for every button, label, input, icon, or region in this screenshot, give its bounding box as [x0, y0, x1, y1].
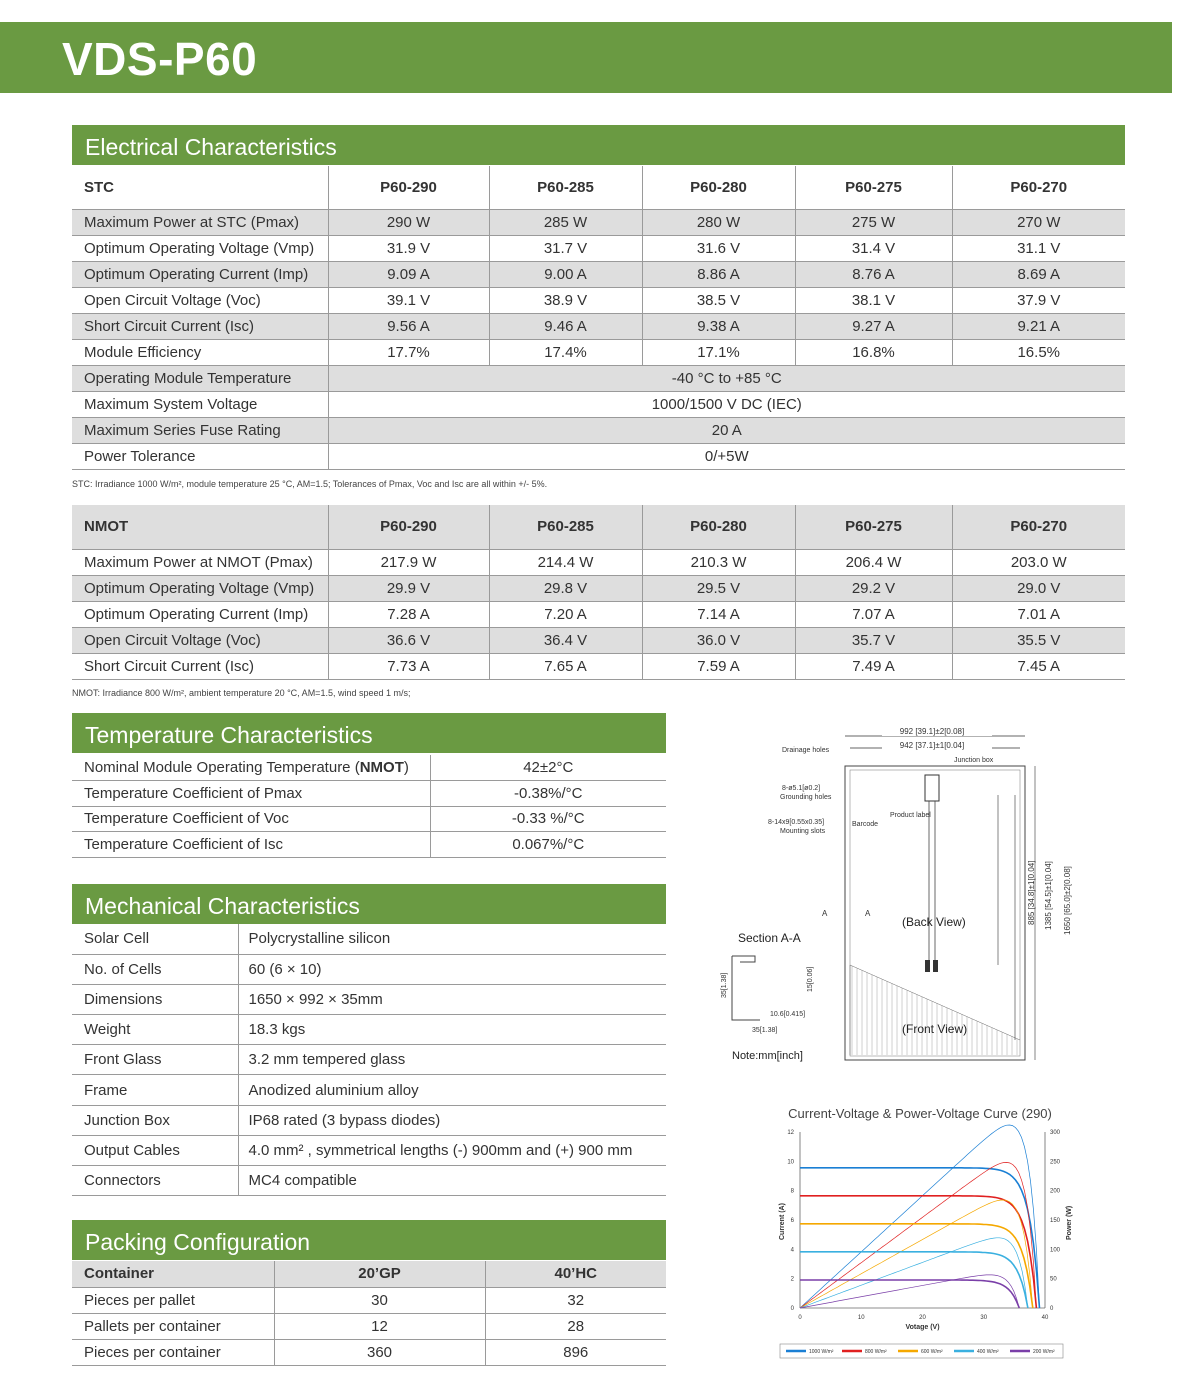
- mechanical-row: [72, 1045, 666, 1075]
- mechanical-row: [72, 1135, 666, 1165]
- y2-tick-label: 50: [1050, 1276, 1057, 1283]
- nmot-label: NMOT: [72, 505, 328, 549]
- model-header: P60-280: [642, 166, 795, 209]
- chart-title: Current-Voltage & Power-Voltage Curve (290): [788, 1106, 1052, 1121]
- mechanical-row: [72, 1075, 666, 1105]
- packing-table: [72, 1261, 666, 1366]
- temperature-row: [72, 755, 666, 781]
- param-label-text: Temperature Coefficient of Isc: [84, 835, 283, 853]
- value-cell: 9.21 A: [952, 313, 1125, 339]
- param-label: Optimum Operating Current (Imp): [72, 261, 328, 287]
- value-cell: MC4 compatible: [238, 1166, 666, 1196]
- value-cell: 29.5 V: [642, 575, 795, 601]
- value-cell: 206.4 W: [795, 549, 952, 575]
- param-label: No. of Cells: [72, 954, 238, 984]
- value-cell: 7.28 A: [328, 601, 489, 627]
- label-mounting-size: 8-14x9[0.55x0.35]: [768, 819, 825, 826]
- temperature-row: [72, 806, 666, 832]
- value-cell: 0.067%/°C: [430, 832, 666, 858]
- units-note: Note:mm[inch]: [732, 1050, 803, 1062]
- param-label: Dimensions: [72, 984, 238, 1014]
- stc-label: STC: [72, 166, 328, 209]
- value-cell: 37.9 V: [952, 287, 1125, 313]
- y-tick-label: 10: [787, 1159, 794, 1166]
- value-cell: 270 W: [952, 209, 1125, 235]
- iv-chart: [760, 1100, 1080, 1370]
- value-cell: 35.7 V: [795, 627, 952, 653]
- x-tick-label: 20: [919, 1315, 926, 1321]
- value-cell: 16.5%: [952, 339, 1125, 365]
- temperature-heading-text: Temperature Characteristics: [85, 722, 373, 748]
- value-cell: 3.2 mm tempered glass: [238, 1045, 666, 1075]
- param-label-tail: ): [403, 759, 409, 776]
- stc-row: [72, 235, 1125, 261]
- value-cell: 203.0 W: [952, 549, 1125, 575]
- value-cell: 7.59 A: [642, 653, 795, 679]
- value-cell: 17.4%: [489, 339, 642, 365]
- stc-row: [72, 287, 1125, 313]
- model-header: P60-270: [952, 166, 1125, 209]
- param-label-text: Temperature Coefficient of Pmax: [84, 784, 303, 802]
- value-cell: 12: [274, 1313, 485, 1339]
- value-cell: 896: [485, 1339, 666, 1365]
- temperature-row: [72, 832, 666, 858]
- value-cell: 36.0 V: [642, 627, 795, 653]
- value-cell: 8.86 A: [642, 261, 795, 287]
- model-header: P60-285: [489, 505, 642, 549]
- y-axis-label: Current (A): [779, 1203, 786, 1240]
- value-cell: 38.9 V: [489, 287, 642, 313]
- section-dim-35h: 35[1.38]: [752, 1027, 778, 1034]
- param-label: Power Tolerance: [72, 443, 328, 469]
- y2-tick-label: 100: [1050, 1247, 1061, 1254]
- title-banner: [0, 22, 1172, 93]
- param-label-bold: NMOT: [359, 759, 404, 776]
- param-label: Module Efficiency: [72, 339, 328, 365]
- param-label: Maximum Power at NMOT (Pmax): [72, 549, 328, 575]
- value-cell: 60 (6 × 10): [238, 954, 666, 984]
- page-title: VDS-P60: [62, 33, 258, 85]
- param-label: Frame: [72, 1075, 238, 1105]
- value-cell: 18.3 kgs: [238, 1015, 666, 1045]
- value-cell: 28: [485, 1313, 666, 1339]
- a-mark-right: A: [865, 909, 871, 918]
- param-label: Open Circuit Voltage (Voc): [72, 287, 328, 313]
- stc-row: [72, 313, 1125, 339]
- nmot-table: [72, 505, 1125, 680]
- value-cell: 17.7%: [328, 339, 489, 365]
- param-label: [72, 781, 430, 807]
- label-mounting: Mounting slots: [780, 828, 826, 835]
- legend-label: 1000 W/m²: [809, 1349, 834, 1355]
- dim-885: 885 [34.8]±1[0.04]: [1027, 860, 1036, 925]
- value-cell: 36.4 V: [489, 627, 642, 653]
- model-header: P60-280: [642, 505, 795, 549]
- param-label: Maximum System Voltage: [72, 391, 328, 417]
- y-tick-label: 4: [790, 1247, 794, 1254]
- stc-row: [72, 261, 1125, 287]
- y-tick-label: 8: [790, 1188, 794, 1195]
- iv-curve: [800, 1168, 1040, 1308]
- front-view-hatch: [850, 965, 1020, 1055]
- param-label: Short Circuit Current (Isc): [72, 313, 328, 339]
- value-cell: 31.4 V: [795, 235, 952, 261]
- legend-label: 600 W/m²: [921, 1349, 943, 1355]
- value-cell: 7.73 A: [328, 653, 489, 679]
- nmot-row: [72, 627, 1125, 653]
- value-cell: Anodized aluminium alloy: [238, 1075, 666, 1105]
- dim-1385: 1385 [54.5]±1[0.04]: [1044, 861, 1053, 930]
- section-dim-106: 10.6[0.415]: [770, 1011, 806, 1018]
- value-cell: 285 W: [489, 209, 642, 235]
- legend-label: 200 W/m²: [1033, 1349, 1055, 1355]
- pv-curve: [800, 1238, 1028, 1308]
- stc-note: STC: Irradiance 1000 W/m², module temperature 25 °C, AM=1.5; Tolerances of Pmax, Voc and Isc are all within +/- 5%.: [72, 479, 548, 489]
- nmot-note: NMOT: Irradiance 800 W/m², ambient temperature 20 °C, AM=1.5, wind speed 1 m/s;: [72, 688, 411, 698]
- param-label: Maximum Series Fuse Rating: [72, 417, 328, 443]
- label-grounding: Grounding holes: [780, 794, 832, 801]
- mechanical-row: [72, 1166, 666, 1196]
- value-cell: 31.6 V: [642, 235, 795, 261]
- value-cell: -40 °C to +85 °C: [328, 365, 1125, 391]
- nmot-row: [72, 653, 1125, 679]
- value-cell: 17.1%: [642, 339, 795, 365]
- legend-label: 400 W/m²: [977, 1349, 999, 1355]
- value-cell: 1650 × 992 × 35mm: [238, 984, 666, 1014]
- mechanical-row: [72, 924, 666, 954]
- y2-tick-label: 200: [1050, 1188, 1061, 1195]
- model-header: P60-290: [328, 166, 489, 209]
- value-cell: 7.07 A: [795, 601, 952, 627]
- label-product: Product label: [890, 812, 931, 819]
- param-label: Optimum Operating Voltage (Vmp): [72, 575, 328, 601]
- value-cell: 29.9 V: [328, 575, 489, 601]
- value-cell: 29.0 V: [952, 575, 1125, 601]
- temperature-table: [72, 755, 666, 858]
- mechanical-row: [72, 984, 666, 1014]
- module-drawing: [700, 720, 1170, 1080]
- stc-row: [72, 209, 1125, 235]
- value-cell: 214.4 W: [489, 549, 642, 575]
- param-label: [72, 755, 430, 781]
- param-label: Pieces per container: [72, 1339, 274, 1365]
- nmot-row: [72, 601, 1125, 627]
- param-label: Weight: [72, 1015, 238, 1045]
- stc-table: [72, 166, 1125, 470]
- x-axis-label: Votage (V): [905, 1324, 940, 1331]
- nmot-header-row: [72, 505, 1125, 549]
- model-header: P60-270: [952, 505, 1125, 549]
- mechanical-heading-text: Mechanical Characteristics: [85, 893, 360, 919]
- dim-1650: 1650 [65.0]±2[0.08]: [1063, 866, 1072, 935]
- value-cell: 35.5 V: [952, 627, 1125, 653]
- value-cell: 39.1 V: [328, 287, 489, 313]
- stc-span-row: [72, 391, 1125, 417]
- nmot-row: [72, 575, 1125, 601]
- value-cell: IP68 rated (3 bypass diodes): [238, 1105, 666, 1135]
- param-label: Optimum Operating Voltage (Vmp): [72, 235, 328, 261]
- value-cell: 42±2°C: [430, 755, 666, 781]
- value-cell: 9.56 A: [328, 313, 489, 339]
- value-cell: 30: [274, 1287, 485, 1313]
- stc-span-row: [72, 443, 1125, 469]
- value-cell: 280 W: [642, 209, 795, 235]
- temperature-row: [72, 781, 666, 807]
- value-cell: 360: [274, 1339, 485, 1365]
- value-cell: 7.01 A: [952, 601, 1125, 627]
- value-cell: 29.2 V: [795, 575, 952, 601]
- param-label: Optimum Operating Current (Imp): [72, 601, 328, 627]
- back-view-label: (Back View): [902, 915, 966, 929]
- value-cell: 290 W: [328, 209, 489, 235]
- param-label-text: Temperature Coefficient of Voc: [84, 810, 289, 828]
- param-label: Connectors: [72, 1166, 238, 1196]
- param-label: Junction Box: [72, 1105, 238, 1135]
- mechanical-row: [72, 1105, 666, 1135]
- label-grounding-size: 8-ø5.1[ø0.2]: [782, 785, 821, 792]
- param-label: Operating Module Temperature: [72, 365, 328, 391]
- y2-tick-label: 150: [1050, 1218, 1061, 1224]
- param-label: Front Glass: [72, 1045, 238, 1075]
- stc-span-row: [72, 365, 1125, 391]
- value-cell: 275 W: [795, 209, 952, 235]
- value-cell: 7.45 A: [952, 653, 1125, 679]
- y2-axis-label: Power (W): [1066, 1205, 1073, 1240]
- mechanical-row: [72, 1015, 666, 1045]
- value-cell: 7.14 A: [642, 601, 795, 627]
- param-label: Pieces per pallet: [72, 1287, 274, 1313]
- nmot-row: [72, 549, 1125, 575]
- electrical-heading-text: Electrical Characteristics: [85, 134, 337, 160]
- packing-row: [72, 1339, 666, 1365]
- y-tick-label: 12: [787, 1130, 794, 1136]
- model-header: P60-275: [795, 505, 952, 549]
- value-cell: 217.9 W: [328, 549, 489, 575]
- packing-heading: [72, 1220, 666, 1260]
- x-tick-label: 0: [798, 1315, 802, 1321]
- value-cell: 7.20 A: [489, 601, 642, 627]
- label-barcode: Barcode: [852, 821, 879, 828]
- value-cell: -0.33 %/°C: [430, 806, 666, 832]
- mechanical-row: [72, 954, 666, 984]
- a-mark-left: A: [822, 909, 828, 918]
- y-tick-label: 0: [790, 1306, 794, 1312]
- value-cell: 36.6 V: [328, 627, 489, 653]
- dim-width-inner: 942 [37.1]±1[0.04]: [899, 741, 965, 750]
- value-cell: 9.27 A: [795, 313, 952, 339]
- value-cell: 20 A: [328, 417, 1125, 443]
- legend-label: 800 W/m²: [865, 1349, 887, 1355]
- value-cell: 1000/1500 V DC (IEC): [328, 391, 1125, 417]
- electrical-heading: [72, 125, 1125, 165]
- section-dim-15: 15[0.06]: [807, 966, 814, 992]
- packing-row: [72, 1313, 666, 1339]
- x-tick-label: 40: [1041, 1315, 1049, 1321]
- value-cell: 9.46 A: [489, 313, 642, 339]
- value-cell: 9.09 A: [328, 261, 489, 287]
- packing-header-row: [72, 1261, 666, 1287]
- value-cell: -0.38%/°C: [430, 781, 666, 807]
- value-cell: 9.00 A: [489, 261, 642, 287]
- iv-curve: [800, 1280, 1019, 1308]
- value-cell: 32: [485, 1287, 666, 1313]
- param-label: [72, 832, 430, 858]
- value-cell: 4.0 mm² , symmetrical lengths (-) 900mm and (+) 900 mm: [238, 1135, 666, 1165]
- dim-width-outer: 992 [39.1]±2[0.08]: [899, 727, 965, 736]
- y2-tick-label: 250: [1050, 1159, 1061, 1166]
- model-header: P60-285: [489, 166, 642, 209]
- iv-chart-svg: [760, 1100, 1080, 1370]
- packing-row: [72, 1287, 666, 1313]
- container-header: 20’GP: [274, 1261, 485, 1287]
- section-dim-35v: 35[1.38]: [721, 972, 728, 998]
- mechanical-table: [72, 924, 666, 1196]
- model-header: P60-275: [795, 166, 952, 209]
- value-cell: 38.5 V: [642, 287, 795, 313]
- param-label: [72, 806, 430, 832]
- container-label: Container: [72, 1261, 274, 1287]
- value-cell: 31.1 V: [952, 235, 1125, 261]
- value-cell: 29.8 V: [489, 575, 642, 601]
- value-cell: 31.7 V: [489, 235, 642, 261]
- value-cell: 16.8%: [795, 339, 952, 365]
- y2-tick-label: 300: [1050, 1130, 1061, 1136]
- param-label: Maximum Power at STC (Pmax): [72, 209, 328, 235]
- value-cell: 8.76 A: [795, 261, 952, 287]
- value-cell: Polycrystalline silicon: [238, 924, 666, 954]
- value-cell: 31.9 V: [328, 235, 489, 261]
- mechanical-heading: [72, 884, 666, 924]
- param-label: Pallets per container: [72, 1313, 274, 1339]
- param-label: Short Circuit Current (Isc): [72, 653, 328, 679]
- value-cell: 210.3 W: [642, 549, 795, 575]
- value-cell: 9.38 A: [642, 313, 795, 339]
- param-label: Solar Cell: [72, 924, 238, 954]
- value-cell: 7.65 A: [489, 653, 642, 679]
- value-cell: 38.1 V: [795, 287, 952, 313]
- temperature-heading: [72, 713, 666, 753]
- param-label: Open Circuit Voltage (Voc): [72, 627, 328, 653]
- x-tick-label: 30: [980, 1315, 988, 1321]
- label-drainage: Drainage holes: [782, 747, 830, 754]
- value-cell: 0/+5W: [328, 443, 1125, 469]
- value-cell: 7.49 A: [795, 653, 952, 679]
- x-tick-label: 10: [857, 1315, 865, 1321]
- packing-heading-text: Packing Configuration: [85, 1229, 311, 1255]
- value-cell: 8.69 A: [952, 261, 1125, 287]
- stc-span-row: [72, 417, 1125, 443]
- stc-row: [72, 339, 1125, 365]
- container-header: 40’HC: [485, 1261, 666, 1287]
- model-header: P60-290: [328, 505, 489, 549]
- y-tick-label: 2: [790, 1276, 794, 1283]
- label-junction: Junction box: [954, 757, 994, 764]
- front-view-label: (Front View): [902, 1022, 968, 1036]
- stc-header-row: [72, 166, 1125, 209]
- param-label: Output Cables: [72, 1135, 238, 1165]
- y-tick-label: 6: [790, 1218, 794, 1224]
- y2-tick-label: 0: [1050, 1306, 1054, 1312]
- param-label-text: Nominal Module Operating Temperature (: [84, 759, 360, 776]
- section-label: Section A-A: [738, 931, 801, 945]
